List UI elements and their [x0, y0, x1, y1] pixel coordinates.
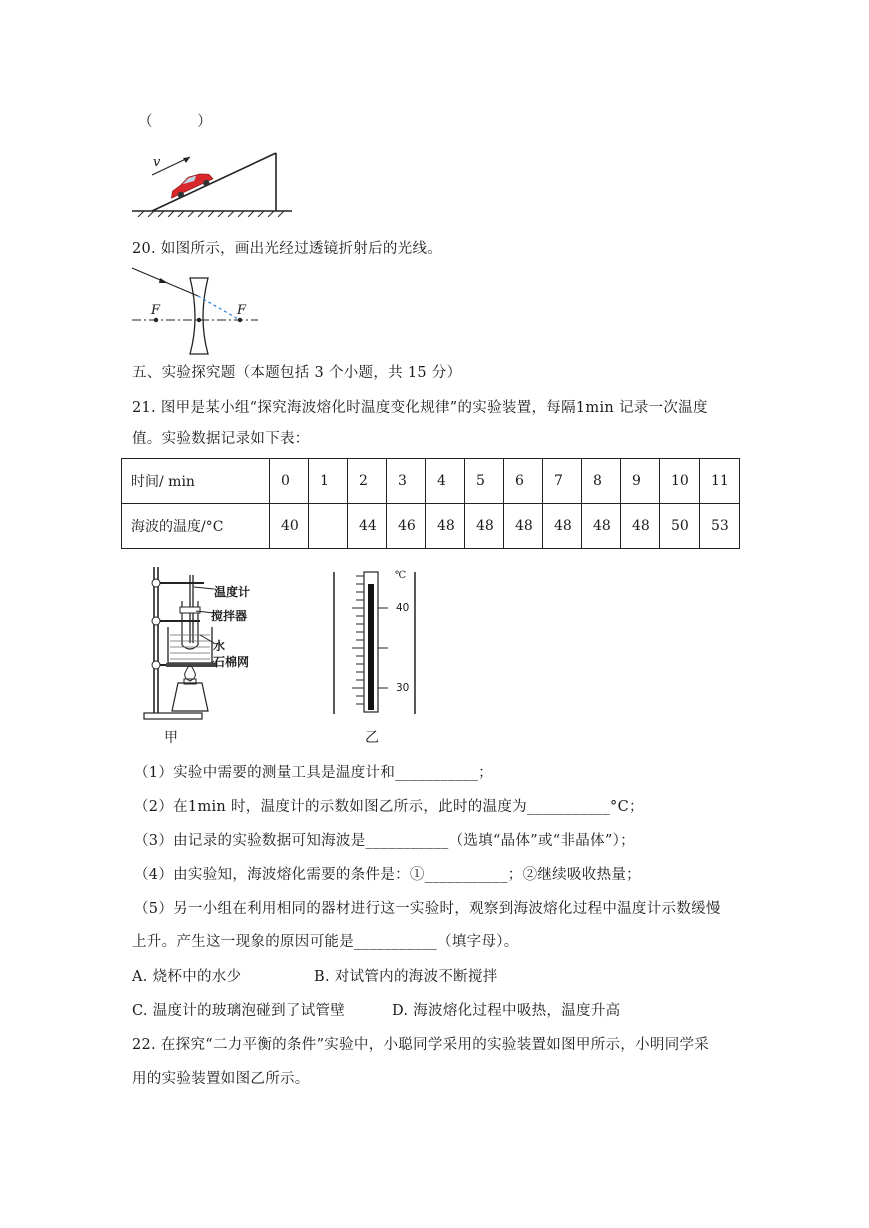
- figure-caption-yi: 乙: [365, 730, 379, 746]
- question-21-intro-line2: 值。实验数据记录如下表：: [132, 431, 310, 447]
- table-cell: 6: [504, 459, 543, 504]
- table-cell: 53: [700, 504, 740, 549]
- table-cell: 3: [387, 459, 426, 504]
- table-cell: 48: [582, 504, 621, 549]
- tick-label-30: 30: [396, 682, 410, 694]
- table-cell: 11: [700, 459, 740, 504]
- answer-parentheses: （ ）: [138, 114, 212, 130]
- table-cell: 50: [660, 504, 700, 549]
- table-cell: [309, 504, 348, 549]
- tick-label-40: 40: [396, 602, 410, 614]
- sub-question-4: （4）由实验知，海波熔化需要的条件是：①___________；②继续吸收热量；: [134, 867, 641, 883]
- focus-right-label: F: [237, 303, 247, 318]
- option-d: D. 海波熔化过程中吸热，温度升高: [392, 1003, 621, 1019]
- label-stirrer: 搅拌器: [211, 609, 248, 623]
- table-cell: 48: [426, 504, 465, 549]
- table-cell: 4: [426, 459, 465, 504]
- table-cell: 7: [543, 459, 582, 504]
- table-cell: 40: [270, 504, 309, 549]
- question-21-intro-line1: 21. 图甲是某小组“探究海波熔化时温度变化规律”的实验装置，每隔1min 记录一次温度: [132, 400, 708, 416]
- table-cell: 1: [309, 459, 348, 504]
- data-table: [121, 458, 740, 549]
- table-cell: 5: [465, 459, 504, 504]
- sub-question-5-line1: （5）另一小组在利用相同的器材进行这一实验时，观察到海波熔化过程中温度计示数缓慢: [134, 901, 721, 917]
- section-title: 五、实验探究题（本题包括 3 个小题，共 15 分）: [132, 365, 462, 381]
- mercury-column: [368, 584, 374, 710]
- table-cell: 46: [387, 504, 426, 549]
- table-cell: 44: [348, 504, 387, 549]
- table-cell: 48: [621, 504, 660, 549]
- row-header-temperature: 海波的温度/°C: [122, 504, 270, 549]
- table-cell: 2: [348, 459, 387, 504]
- row-header-time: 时间/ min: [122, 459, 270, 504]
- label-thermometer: 温度计: [214, 585, 251, 599]
- table-cell: 9: [621, 459, 660, 504]
- label-asbestos-gauze: 石棉网: [213, 655, 250, 669]
- figure-caption-jia: 甲: [164, 730, 178, 746]
- focus-left-label: F: [151, 303, 161, 318]
- table-cell: 48: [504, 504, 543, 549]
- table-row: [122, 459, 740, 504]
- option-b: B. 对试管内的海波不断搅拌: [314, 969, 498, 985]
- question-22-line2: 用的实验装置如图乙所示。: [132, 1071, 310, 1087]
- sub-question-3: （3）由记录的实验数据可知海波是___________（选填“晶体”或“非晶体”）；: [134, 833, 635, 849]
- celsius-unit-label: ℃: [395, 570, 407, 581]
- table-cell: 48: [465, 504, 504, 549]
- velocity-label: v: [153, 155, 161, 170]
- sub-question-2: （2）在1min 时，温度计的示数如图乙所示，此时的温度为___________°C；: [134, 799, 644, 815]
- question-22-line1: 22. 在探究“二力平衡的条件”实验中，小聪同学采用的实验装置如图甲所示，小明同学采: [132, 1037, 710, 1053]
- table-cell: 0: [270, 459, 309, 504]
- label-water: 水: [213, 639, 226, 653]
- option-c: C. 温度计的玻璃泡碰到了试管壁: [132, 1003, 346, 1019]
- table-cell: 8: [582, 459, 621, 504]
- question-20-text: 20. 如图所示，画出光经过透镜折射后的光线。: [132, 241, 443, 257]
- table-cell: 10: [660, 459, 700, 504]
- table-cell: 48: [543, 504, 582, 549]
- table-row: [122, 504, 740, 549]
- thermometer-figure-yi: [330, 570, 420, 716]
- sub-question-1: （1）实验中需要的测量工具是温度计和___________；: [134, 765, 493, 781]
- option-a: A. 烧杯中的水少: [132, 969, 242, 985]
- sub-question-5-line2: 上升。产生这一现象的原因可能是___________（填字母）。: [132, 934, 519, 950]
